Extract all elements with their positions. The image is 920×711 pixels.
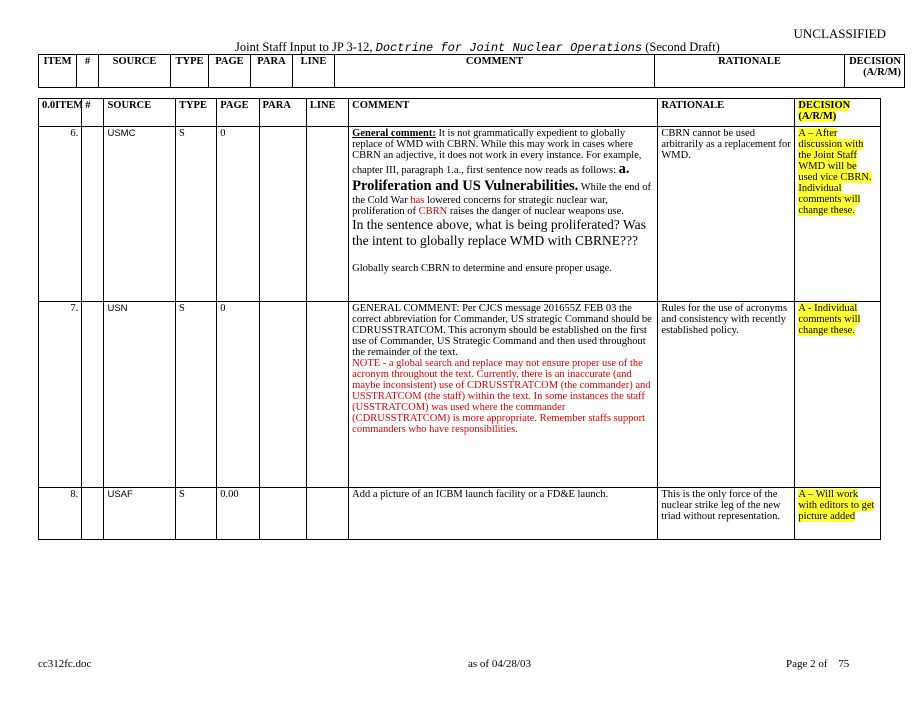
footer-filename: cc312fc.doc bbox=[38, 658, 92, 670]
header-item: ITEM bbox=[39, 55, 77, 88]
col-page: PAGE bbox=[217, 99, 259, 127]
decision-text: A – Will work with editors to get picture added bbox=[798, 489, 875, 522]
col-num: # bbox=[82, 99, 104, 127]
comment-quote-has: has bbox=[410, 195, 425, 206]
comment-note: NOTE - a global search and replace may not ensure proper use of the acronym throughout the text. Currently, there is an inaccurate (and maybe inconsistent) use of CDRUSSTRATCOM (the commander) and USSTRATCOM (the staff) within the text. In some instances the staff (USSTRATCOM) was used where the commander (CDRUSSTRATCOM) is more appropriate. Remember staffs support commanders who have responsibilities. bbox=[352, 358, 651, 435]
row-line bbox=[306, 302, 348, 488]
row-item: 7. bbox=[39, 302, 82, 488]
row-decision bbox=[795, 127, 881, 302]
row-para bbox=[259, 488, 306, 540]
row-decision bbox=[795, 488, 881, 540]
classification-label: UNCLASSIFIED bbox=[793, 26, 886, 41]
row-type: S bbox=[175, 127, 216, 302]
header-line: LINE bbox=[293, 55, 335, 88]
row-item: 6. bbox=[39, 127, 82, 302]
col-decision-label: DECISION (A/R/M) bbox=[798, 100, 851, 122]
comment-quote-cbrn: CBRN bbox=[418, 206, 448, 217]
row-comment: Add a picture of an ICBM launch facility or a FD&E launch. bbox=[349, 488, 658, 540]
header-type: TYPE bbox=[171, 55, 209, 88]
row-line bbox=[306, 127, 348, 302]
row-source: USMC bbox=[104, 127, 176, 302]
row-page: 0 bbox=[217, 127, 259, 302]
comment-text: GENERAL COMMENT: Per CJCS message 201655Z FEB 03 the correct abbreviation for Commander, US strategic Command should be CDRUSSTRATCOM. This acronym should be established on the first use of Commander, US Strategic Command and then used throughout the remainder of the text. bbox=[352, 303, 652, 358]
col-comment: COMMENT bbox=[349, 99, 658, 127]
col-rationale: RATIONALE bbox=[658, 99, 795, 127]
comments-table bbox=[38, 98, 881, 540]
comment-quote-3: raises the danger of nuclear weapons use. bbox=[449, 206, 624, 217]
row-rationale: This is the only force of the nuclear strike leg of the new triad without representation. bbox=[658, 488, 795, 540]
title-italic: Doctrine for Joint Nuclear Operations bbox=[375, 41, 643, 55]
row-rationale: Rules for the use of acronyms and consistency with recently established policy. bbox=[658, 302, 795, 488]
row-comment bbox=[349, 302, 658, 488]
row-item: 8. bbox=[39, 488, 82, 540]
comment-question: In the sentence above, what is being proliferated? Was the intent to globally replace WMD with CBRNE??? bbox=[352, 217, 646, 248]
table-header-row bbox=[39, 99, 881, 127]
decision-text: A - Individual comments will change these. bbox=[798, 303, 861, 336]
title-prefix: Joint Staff Input to JP 3-12, bbox=[235, 40, 373, 54]
col-type: TYPE bbox=[175, 99, 216, 127]
comment-heading: a. Proliferation and US Vulnerabilities. bbox=[352, 161, 630, 194]
col-item: 0.0ITEM bbox=[39, 99, 82, 127]
comment-search-note: Globally search CBRN to determine and ensure proper usage. bbox=[352, 263, 612, 274]
title-suffix: (Second Draft) bbox=[645, 40, 720, 54]
comment-quote-2: lowered concerns for strategic nuclear war, proliferation of bbox=[352, 195, 608, 217]
row-rationale: CBRN cannot be used arbitrarily as a replacement for WMD. bbox=[658, 127, 795, 302]
comment-label: General comment: bbox=[352, 128, 436, 139]
header-para: PARA bbox=[251, 55, 293, 88]
footer-date: as of 04/28/03 bbox=[468, 658, 531, 670]
col-source: SOURCE bbox=[104, 99, 176, 127]
footer-page-label: Page 2 of bbox=[786, 658, 828, 670]
header-rationale: RATIONALE bbox=[655, 55, 845, 88]
row-line bbox=[306, 488, 348, 540]
row-para bbox=[259, 127, 306, 302]
row-type: S bbox=[175, 302, 216, 488]
header-num: # bbox=[77, 55, 99, 88]
row-page: 0 bbox=[217, 302, 259, 488]
table-row bbox=[39, 302, 881, 488]
col-decision bbox=[795, 99, 881, 127]
decision-text: A – After discussion with the Joint Staff WMD will be used vice CBRN. Individual comments will change these. bbox=[798, 128, 872, 216]
table-row bbox=[39, 127, 881, 302]
row-comment bbox=[349, 127, 658, 302]
row-source: USN bbox=[104, 302, 176, 488]
col-para: PARA bbox=[259, 99, 306, 127]
row-num bbox=[82, 488, 104, 540]
document-title bbox=[235, 40, 720, 55]
col-line: LINE bbox=[306, 99, 348, 127]
comment-text: It is not grammatically expedient to globally replace of WMD with CBRN. While this may work in cases where CBRN an adjective, it does not work in every instance. For example, chapter III, paragraph 1.a., first sentence now reads as follows: bbox=[352, 128, 642, 176]
header-decision bbox=[845, 55, 905, 88]
row-type: S bbox=[175, 488, 216, 540]
table-row bbox=[39, 488, 881, 540]
row-decision bbox=[795, 302, 881, 488]
page-header-table bbox=[38, 54, 905, 88]
comment-quote-1: While the end of the Cold War bbox=[352, 182, 651, 206]
footer-page-total: 75 bbox=[838, 658, 850, 670]
header-decision-label: DECISION bbox=[849, 56, 901, 67]
row-para bbox=[259, 302, 306, 488]
header-page: PAGE bbox=[209, 55, 251, 88]
row-num bbox=[82, 127, 104, 302]
row-num bbox=[82, 302, 104, 488]
row-source: USAF bbox=[104, 488, 176, 540]
row-page: 0.00 bbox=[217, 488, 259, 540]
header-source: SOURCE bbox=[99, 55, 171, 88]
header-decision-sub: (A/R/M) bbox=[863, 67, 901, 78]
header-comment: COMMENT bbox=[335, 55, 655, 88]
footer-page bbox=[786, 658, 849, 670]
